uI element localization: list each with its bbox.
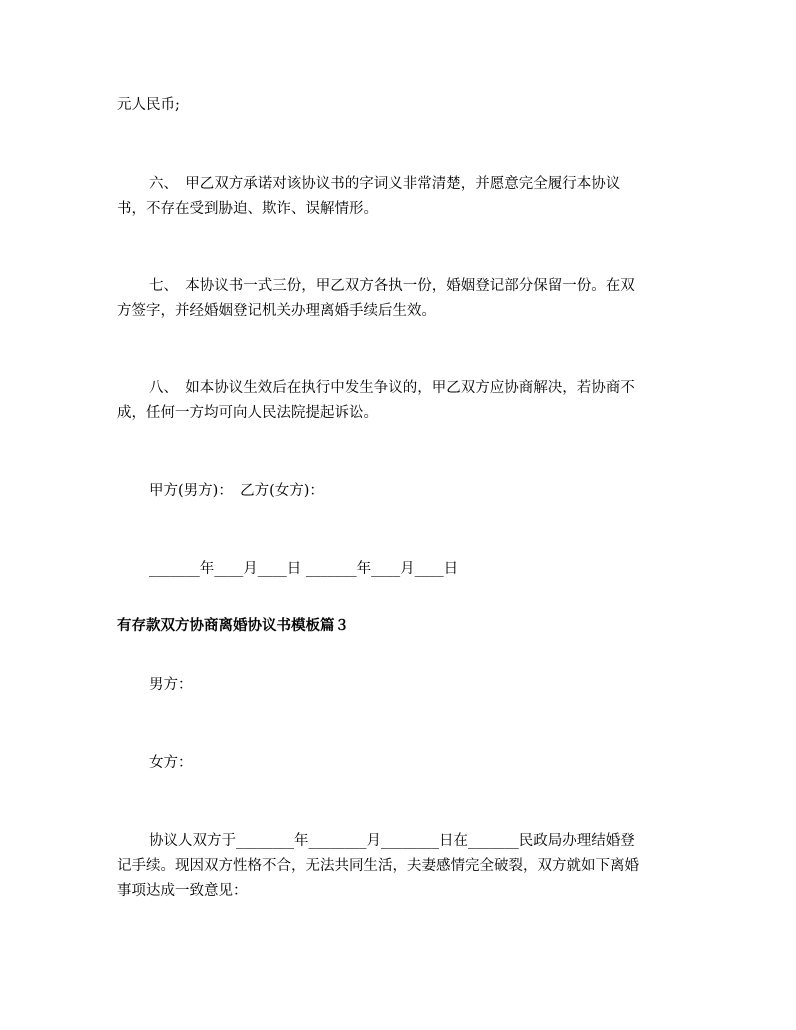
paragraph-continuation: 元人民币; — [117, 97, 180, 113]
clause-6-line-2: 书，不存在受到胁迫、欺诈、误解情形。 — [117, 201, 378, 217]
clause-7-line-2: 方签字，并经婚姻登记机关办理离婚手续后生效。 — [117, 303, 436, 319]
clause-8-line-2: 成，任何一方均可向人民法院提起诉讼。 — [117, 405, 378, 421]
agreement-intro-line-1: 协议人双方于________年________月________日在_______民政局办理结婚登 — [149, 833, 635, 849]
signature-parties: 甲方(男方)： 乙方(女方)： — [149, 483, 324, 499]
agreement-intro-line-2: 记手续。现因双方性格不合，无法共同生活，夫妻感情完全破裂，双方就如下离婚 — [117, 858, 639, 874]
clause-6-line-1: 六、 甲乙双方承诺对该协议书的字词义非常清楚，并愿意完全履行本协议 — [149, 176, 621, 192]
clause-7-line-1: 七、 本协议书一式三份，甲乙双方各执一份，婚姻登记部分保留一份。在双 — [149, 278, 635, 294]
clause-8-line-1: 八、 如本协议生效后在执行中发生争议的，甲乙双方应协商解决，若协商不 — [149, 380, 635, 396]
signature-dates: _______年____月____日 _______年____月____日 — [149, 561, 459, 577]
section-title: 有存款双方协商离婚协议书模板篇３ — [117, 618, 349, 634]
male-party-label: 男方： — [149, 677, 193, 693]
female-party-label: 女方： — [149, 755, 193, 771]
agreement-intro-line-3: 事项达成一致意见： — [117, 883, 248, 899]
